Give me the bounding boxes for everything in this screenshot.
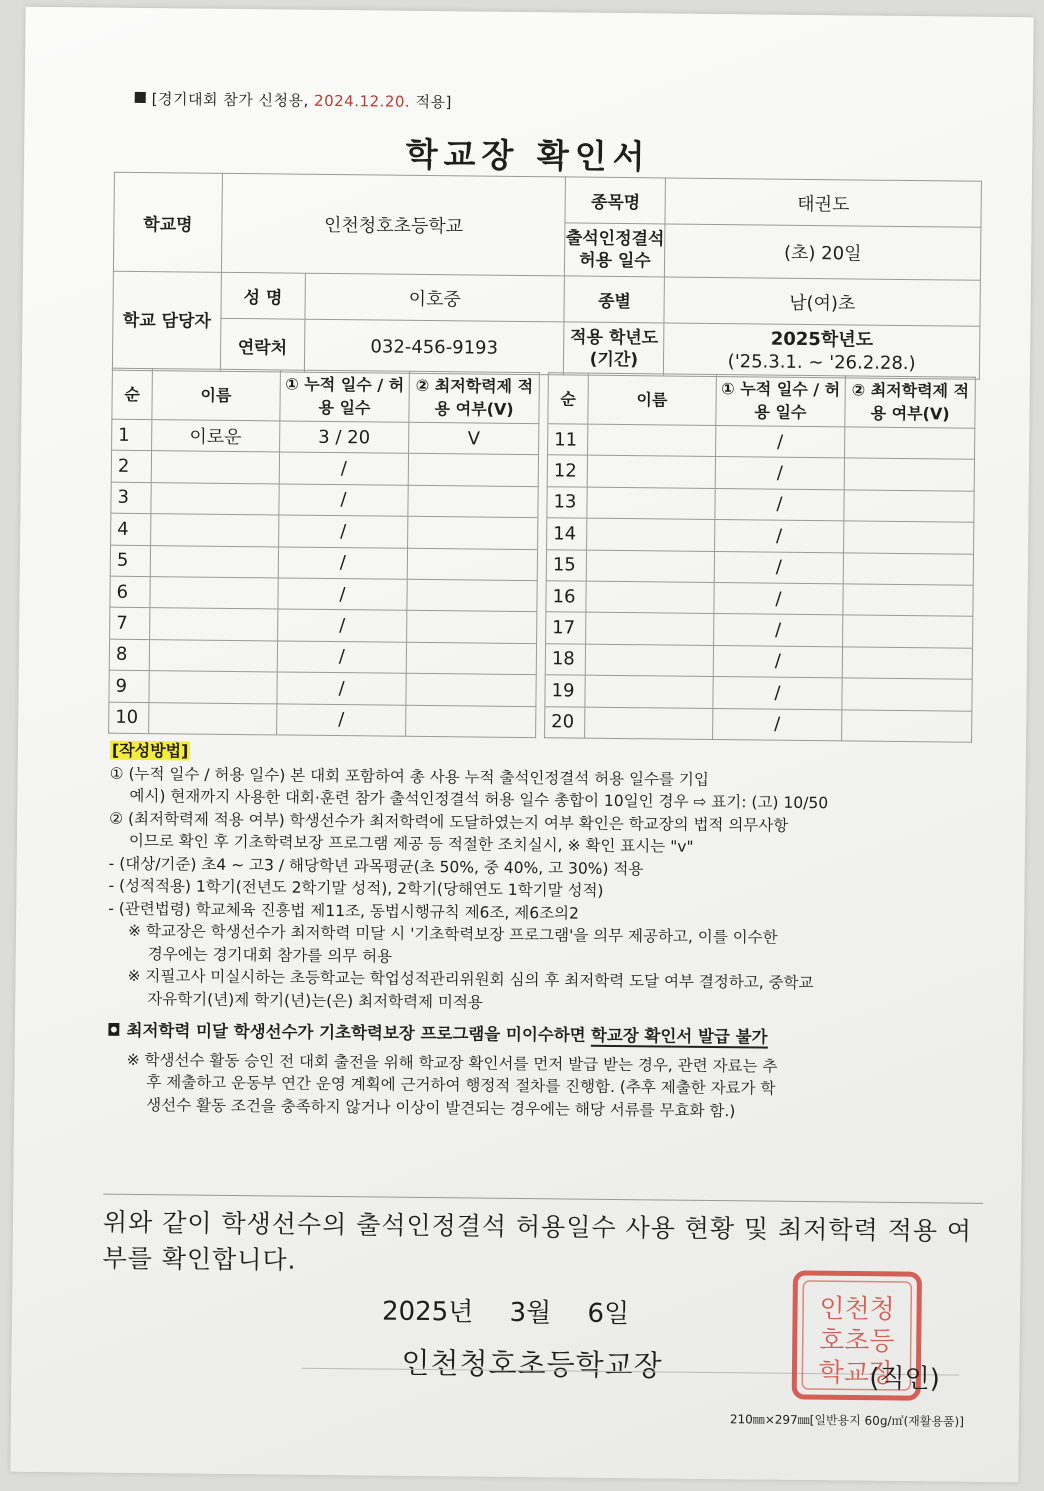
student-name [149,639,277,672]
min-academic-check [408,548,538,581]
cumulative-days: / [279,484,409,517]
table-row [548,424,975,460]
table-row [545,675,972,711]
student-name [150,545,278,578]
table-row [546,549,973,585]
min-academic-check [844,458,974,491]
instruction-line: ① (누적 일수 / 허용 일수) 본 대회 포함하여 총 사용 누적 출석인정결석 허용 일수를 기입 [109,764,709,789]
col-days-header: ① 누적 일수 / 허용 일수 [715,375,845,427]
min-academic-check [407,579,537,612]
cumulative-days: / [713,645,843,678]
student-name [586,613,714,646]
svg-text:호초등: 호초등 [818,1326,895,1357]
instruction-line: ※ 학생선수 활동 승인 전 대회 출전을 위해 학교장 확인서를 먼저 발급 받는 경우, 관련 자료는 추 [126,1050,778,1076]
instruction-line: ② (최저학력제 적용 여부) 학생선수가 최저학력에 도달하였는지 여부 확인은 학교장의 법적 의무사항 [109,809,789,835]
min-academic-check [408,516,538,549]
row-number: 8 [109,639,149,671]
instruction-line: - (대상/기준) 초4 ~ 고3 / 해당학년 과목평균(초 50%, 중 40%, 고 30%) 적용 [108,854,644,878]
row-number: 1 [112,419,152,451]
table-row [111,482,538,518]
instruction-line: 이므로 확인 후 기초학력보장 프로그램 제공 등 적절한 조치실시, ※ 확인 표시는 "v" [128,831,694,856]
cumulative-days: / [279,452,409,485]
table-row [545,643,972,679]
row-number: 9 [109,670,149,702]
cumulative-days: / [715,426,845,459]
info-table [112,172,982,380]
cumulative-days: / [713,677,843,710]
instruction-line: 생선수 활동 조건을 충족하지 않거나 이상이 발견되는 경우에는 해당 서류를 무효화 함.) [146,1095,736,1120]
cumulative-days: / [278,578,408,611]
col-no-header: 순 [112,368,153,419]
cumulative-days: / [276,703,406,736]
issue-date: 2025년 3월 6일 [381,1296,630,1330]
table-row [547,487,974,523]
instruction-line: - (성적적용) 1학기(전년도 2학기말 성적), 2학기(당해연도 1학기말 성적) [108,876,604,900]
paper-spec-footer: 210㎜×297㎜[일반용지 60g/㎡(재활용품)] [729,1412,965,1429]
cumulative-days: / [715,457,845,490]
min-academic-check [842,678,972,711]
student-name [150,608,278,641]
svg-text:인천청: 인천청 [819,1294,895,1325]
document-page [10,7,1033,1482]
min-academic-check [408,485,538,518]
row-number: 10 [109,702,149,734]
cumulative-days: 3 / 20 [279,421,409,454]
row-number: 17 [546,612,586,644]
table-row [110,545,537,581]
roster-table-right [544,372,976,742]
year-cell [664,323,980,379]
min-academic-check [844,521,974,554]
student-name [585,675,713,708]
min-academic-check [407,611,537,644]
min-academic-check [843,584,973,617]
student-name [586,550,714,583]
effective-date: 2024.12.20. [313,91,411,111]
student-name [585,707,713,740]
table-row [109,639,536,675]
year-period: ('25.3.1. ~ '26.2.28.) [727,351,916,375]
min-academic-check [842,647,972,680]
min-academic-check [843,552,973,585]
row-number: 16 [546,581,586,613]
warning-line: ◘ 최저학력 미달 학생선수가 기초학력보장 프로그램을 미이수하면 학교장 확인서 발급 불가 [106,1020,768,1047]
school-label: 학교명 [113,172,222,272]
year-label: 적용 학년도 (기간) [564,322,664,376]
min-academic-check [407,642,537,675]
min-academic-check [406,705,536,738]
row-number: 6 [110,576,150,608]
principal-title: 인천청호초등학교장 [401,1345,663,1383]
student-name [149,671,277,704]
instruction-line: 후 제출하고 운동부 연간 운영 계획에 근거하여 행정적 절차를 진행함. (추후 제출한 자료가 학 [146,1073,776,1098]
cumulative-days: / [277,672,407,705]
form-usage-note: [경기대회 참가 신청용, 2024.12.20. 적용] [135,88,452,112]
instruction-line: ※ 지필고사 미실시하는 초등학교는 학업성적관리위원회 심의 후 최저학력 도달 여부 결정하고, 중학교 [127,966,814,993]
row-number: 11 [548,424,588,456]
instruction-line: ※ 학교장은 학생선수가 최저학력 미달 시 '기초학력보장 프로그램'을 의무 제공하고, 이를 이수한 [127,921,778,947]
instructions-heading: [작성방법] [111,740,189,761]
table-row [109,670,536,706]
cumulative-days: / [277,641,407,674]
student-name [585,644,713,677]
min-academic-check [844,490,974,523]
row-number: 14 [547,518,587,550]
table-row [111,513,538,549]
instruction-line: 자유학기(년)제 학기(년)는(은) 최저학력제 미적용 [147,989,483,1012]
min-academic-check [409,454,539,487]
row-number: 2 [111,451,151,483]
gender-value: 남(여)초 [664,277,980,326]
min-academic-check [845,427,975,460]
confirmation-statement: 위와 같이 학생선수의 출석인정결석 허용일수 사용 현황 및 최저학력 적용 여부를 확인합니다. [102,1194,983,1286]
row-number: 18 [545,643,585,675]
student-name [149,702,277,735]
col-name-header: 이름 [588,373,716,425]
row-number: 7 [110,608,150,640]
min-academic-check: V [409,422,539,455]
year-value: 2025학년도 [770,328,874,351]
col-days-header: ① 누적 일수 / 허용 일수 [279,370,409,422]
name-value: 이호중 [305,273,565,322]
table-row [547,455,974,491]
student-name [150,577,278,610]
cumulative-days: / [714,582,844,615]
min-academic-check [406,673,536,706]
student-name [586,581,714,614]
row-number: 12 [547,455,587,487]
table-row [547,518,974,554]
student-name [151,482,279,515]
instruction-line: 경우에는 경기대회 참가를 의무 허용 [147,944,393,966]
min-academic-check [843,615,973,648]
col-name-header: 이름 [152,369,280,421]
table-row [545,706,972,742]
row-number: 20 [545,706,585,738]
row-number: 5 [110,545,150,577]
row-number: 3 [111,482,151,514]
cumulative-days: / [277,609,407,642]
student-name [587,456,715,489]
cumulative-days: / [278,515,408,548]
row-number: 15 [546,549,586,581]
contact-label: 연락처 [220,318,304,372]
instructions-section [106,740,990,1125]
cumulative-days: / [713,614,843,647]
seal-label: (직인) [869,1363,941,1395]
instruction-line: 예시) 현재까지 사용한 대회·훈련 참가 출석인정결석 허용 일수 총합이 10일인 경우 ⇨ 표기: (고) 10/50 [129,786,829,813]
table-row [112,419,539,455]
cumulative-days: / [278,546,408,579]
table-row [546,612,973,648]
table-row [546,581,973,617]
allowed-days-label: 출석인정결석 허용 일수 [565,223,665,277]
name-label: 성 명 [221,272,305,319]
col-no-header: 순 [548,373,589,424]
student-name: 이로운 [152,420,280,453]
student-name [587,518,715,551]
manager-label: 학교 담당자 [112,271,221,371]
row-number: 19 [545,675,585,707]
student-name [587,487,715,520]
col-min-header: ② 최저학력제 적용 여부(V) [409,371,539,423]
col-min-header: ② 최저학력제 적용 여부(V) [845,376,975,428]
contact-value: 032-456-9193 [304,319,564,375]
min-academic-check [842,709,972,742]
svg-text:학교장: 학교장 [818,1358,895,1389]
table-row [110,576,537,612]
student-name [587,424,715,457]
cumulative-days: / [714,551,844,584]
cumulative-days: / [714,488,844,521]
allowed-days-value: (초) 20일 [665,224,981,280]
table-row [110,608,537,644]
table-row [111,451,538,487]
student-name [151,451,279,484]
row-number: 13 [547,487,587,519]
student-name [151,514,279,547]
roster-table-left [108,368,540,738]
page-title: 학교장 확인서 [405,134,651,177]
cumulative-days: / [714,520,844,553]
warning-underlined: 학교장 확인서 발급 불가 [590,1025,768,1047]
row-number: 4 [111,513,151,545]
school-name: 인천청호초등학교 [221,173,566,276]
event-value: 태권도 [665,178,981,227]
table-row [109,702,536,738]
event-label: 종목명 [565,177,665,224]
instruction-line: - (관련법령) 학교체육 진흥법 제11조, 동법시행규칙 제6조, 제6조의2 [108,899,580,923]
cumulative-days: / [712,708,842,741]
gender-label: 종별 [564,276,664,323]
square-bullet-icon [135,92,146,103]
